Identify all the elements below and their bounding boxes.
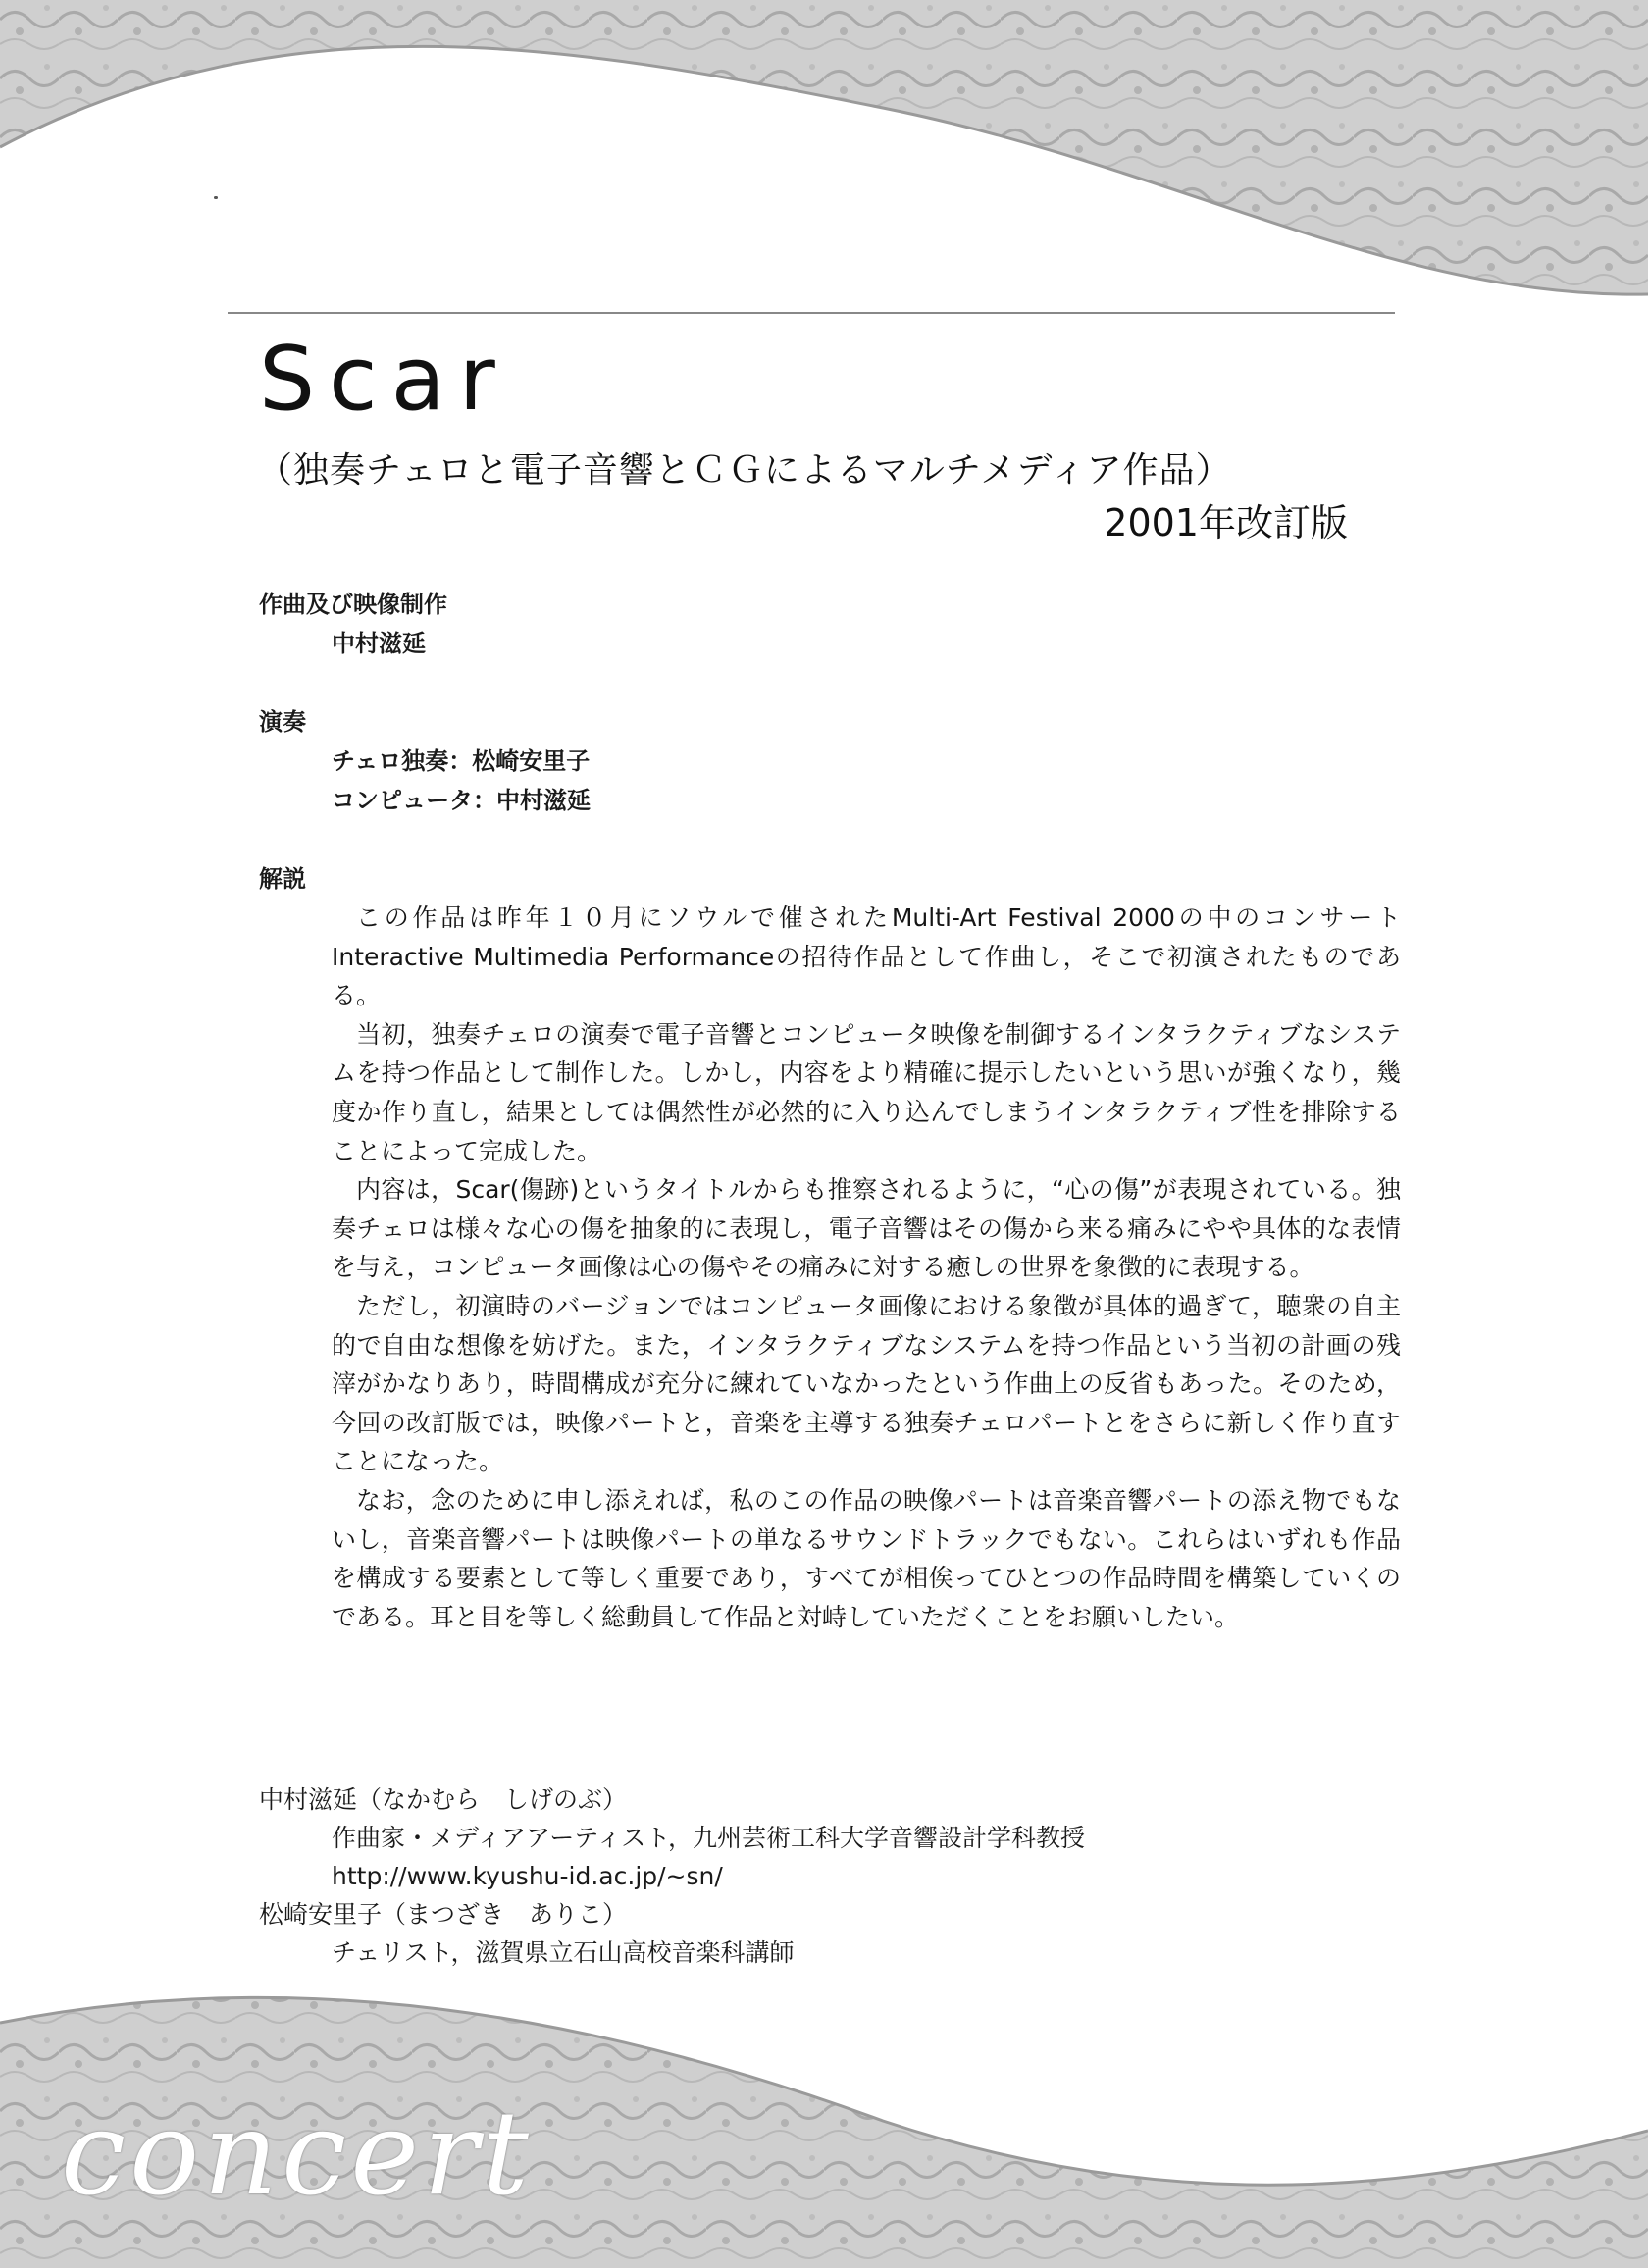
bio-name-matsuzaki: 松崎安里子（まつざき ありこ）	[259, 1900, 628, 1929]
bio-role-matsuzaki: チェリスト，滋賀県立石山高校音楽科講師	[332, 1938, 795, 1967]
commentary-heading: 解説	[259, 865, 306, 893]
top-wave-decoration	[0, 0, 1648, 324]
scan-speck	[214, 196, 218, 199]
commentary-paragraph: 当初，独奏チェロの演奏で電子音響とコンピュータ映像を制御するインタラクティブなシステムを持つ作品として制作した。しかし，内容をより精確に提示したいという思いが強くなり，幾度か作り直し，結果としては偶然性が必然的に入り込んでしまうインタラクティブ性を排除することによって完成した。	[332, 1019, 1401, 1165]
biography-section	[259, 1780, 1338, 1972]
commentary-paragraph: なお，念のために申し添えれば，私のこの作品の映像パートは音楽音響パートの添え物でもないし，音楽音響パートは映像パートの単なるサウンドトラックでもない。これらはいずれも作品を構成する要素として等しく重要であり，すべてが相俟ってひとつの作品時間を構築していくのである。耳と目を等しく総動員して作品と対峙していただくことをお願いしたい。	[332, 1485, 1401, 1631]
bio-name-nakamura: 中村滋延（なかむら しげのぶ）	[259, 1785, 628, 1814]
bio-role-nakamura: 作曲家・メディアアーティスト，九州芸術工科大学音響設計学科教授	[332, 1824, 1086, 1852]
commentary-heading-wrap	[259, 859, 306, 899]
edition-label: 2001年改訂版	[1104, 501, 1348, 544]
commentary-paragraph: この作品は昨年１０月にソウルで催されたMulti-Art Festival 2000の中のコンサートInteractive Multimedia Performanceの招待作品として作曲し，そこで初演されたものである。	[332, 903, 1401, 1010]
bio-url-nakamura[interactable]: http://www.kyushu-id.ac.jp/~sn/	[332, 1862, 723, 1890]
concert-footer-label: concert	[61, 2086, 533, 2221]
composition-section	[259, 585, 447, 663]
subtitle: （独奏チェロと電子音響とＣＧによるマルチメディア作品）	[257, 450, 1232, 490]
composer-name: 中村滋延	[332, 630, 426, 657]
commentary-body	[332, 899, 1401, 1636]
commentary-paragraph: ただし，初演時のバージョンではコンピュータ画像における象徴が具体的過ぎて，聴衆の自主的で自由な想像を妨げた。また，インタラクティブなシステムを持つ作品という当初の計画の残滓がかなりあり，時間構成が充分に練れていなかったという作曲上の反省もあった。そのため，今回の改訂版では，映像パートと，音楽を主導する独奏チェロパートとをさらに新しく作り直すことになった。	[332, 1291, 1401, 1476]
cello-performer: チェロ独奏：松崎安里子	[332, 747, 591, 775]
title-rule	[228, 312, 1395, 314]
commentary-paragraph: 内容は，Scar(傷跡)というタイトルからも推察されるように，“心の傷”が表現されている。独奏チェロは様々な心の傷を抽象的に表現し，電子音響はその傷から来る痛みにやや具体的な表情を与え，コンピュータ画像は心の傷やその痛みに対する癒しの世界を象徴的に表現する。	[332, 1175, 1401, 1282]
performance-heading: 演奏	[259, 708, 306, 736]
page-title: Scar	[259, 328, 509, 431]
performance-section	[259, 702, 591, 820]
computer-performer: コンピュータ：中村滋延	[332, 787, 591, 814]
composition-heading: 作曲及び映像制作	[259, 591, 447, 618]
